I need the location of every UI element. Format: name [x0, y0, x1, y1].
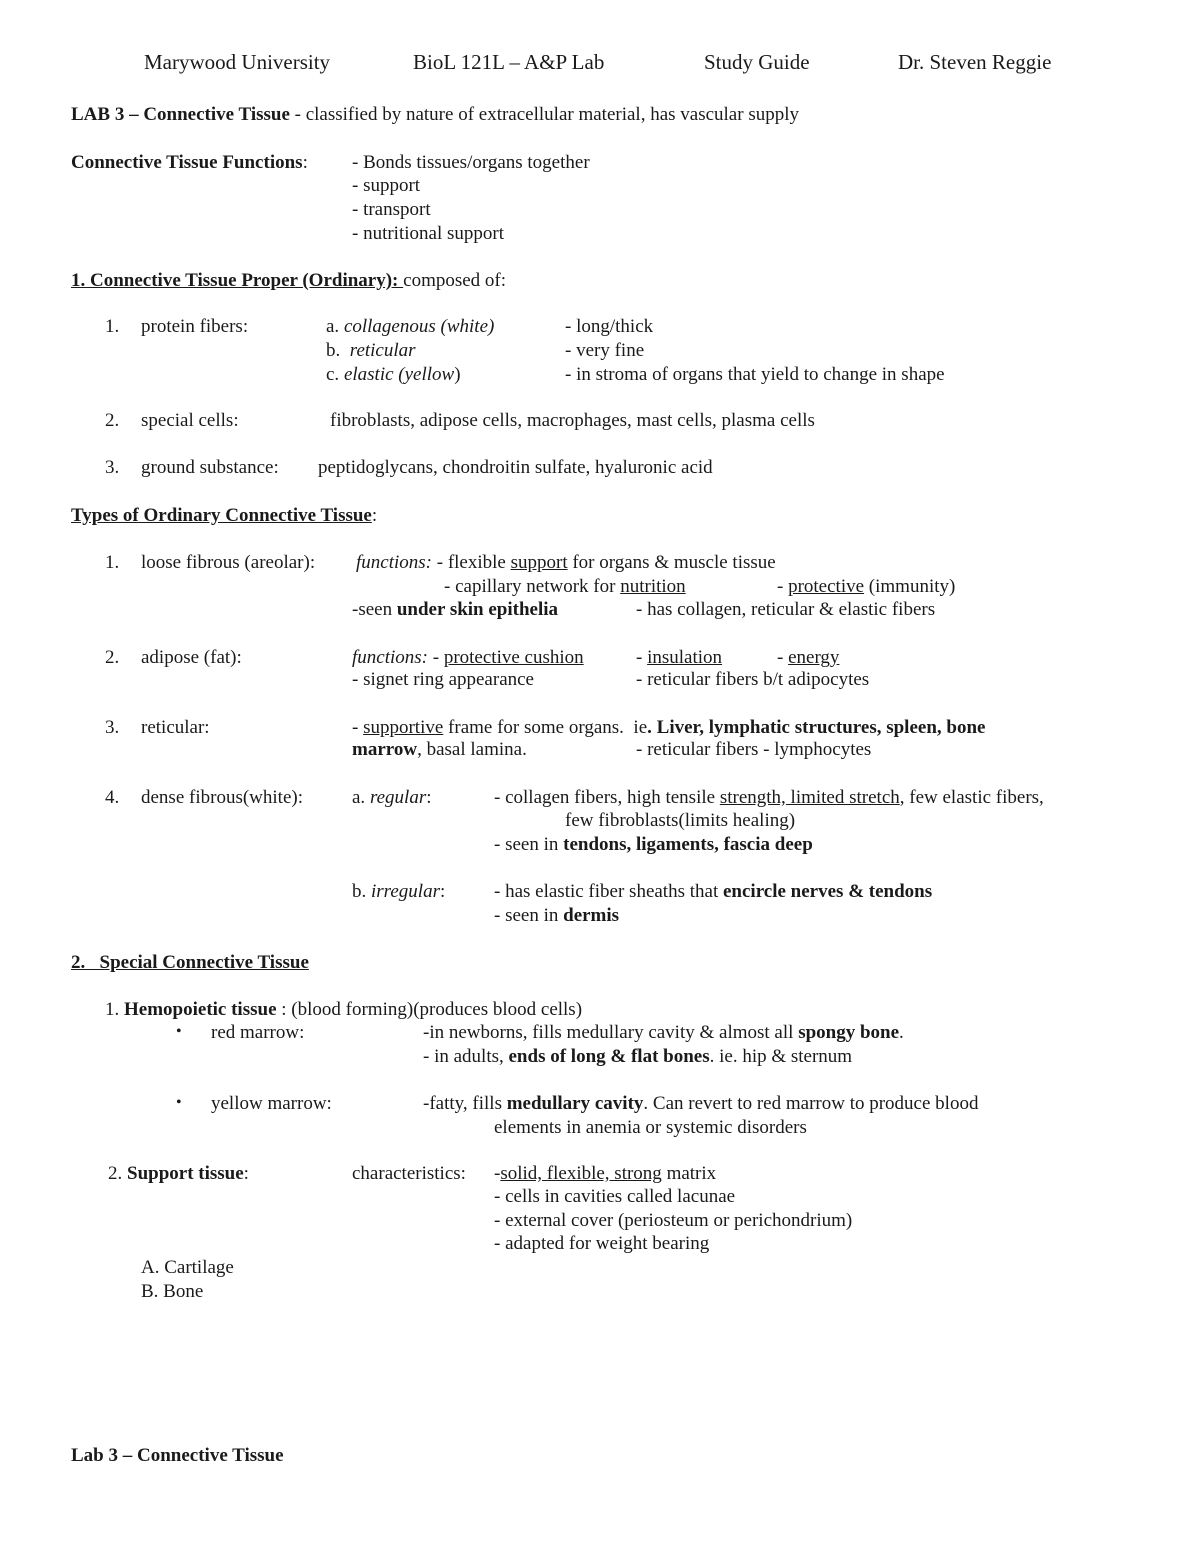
header-doc-type: Study Guide — [704, 50, 810, 74]
fiber-prefix: a. — [326, 316, 344, 337]
list-number: 4. — [105, 787, 120, 808]
text: . ie. hip & sternum — [709, 1046, 853, 1067]
types-colon: : — [371, 505, 378, 526]
ground-substance-label: ground substance: — [141, 457, 279, 478]
header-university: Marywood University — [144, 50, 331, 74]
underlined-text: strength, limited stretch — [719, 787, 900, 808]
text: : — [243, 1163, 249, 1184]
support-char-line3: - external cover (periosteum or perichondrium) — [494, 1210, 853, 1231]
text: matrix — [661, 1163, 717, 1184]
dense-regular-line1 — [494, 787, 1044, 809]
text: - — [428, 647, 444, 668]
adipose-label: adipose (fat): — [141, 647, 242, 668]
underlined-text: protective cushion — [443, 647, 584, 668]
red-marrow-line1 — [423, 1022, 904, 1044]
text: -fatty, fills — [423, 1093, 507, 1114]
text: (immunity) — [864, 576, 956, 597]
loose-label: loose fibrous (areolar): — [141, 552, 316, 573]
protein-fibers-label: protein fibers: — [141, 316, 249, 337]
special-cells-text: fibroblasts, adipose cells, macrophages, mast cells, plasma cells — [330, 410, 815, 431]
loose-fibers: - has collagen, reticular & elastic fibers — [636, 599, 936, 620]
fiber-prefix: b. — [326, 340, 350, 361]
proper-heading — [71, 270, 506, 292]
functions-item: - nutritional support — [352, 223, 504, 244]
lab-title-label: LAB 3 – Connective Tissue — [71, 104, 290, 125]
text: : — [426, 787, 432, 808]
underlined-text: nutrition — [620, 576, 686, 597]
bold-text: tendons, ligaments, fascia deep — [563, 834, 813, 855]
bold-text: marrow — [352, 739, 418, 760]
text: : (blood forming)(produces blood cells) — [276, 999, 583, 1020]
bold-text: . Liver, lymphatic structures, spleen, bone — [647, 717, 986, 738]
fiber-name: elastic (yellow — [343, 364, 455, 385]
adipose-signet: - signet ring appearance — [352, 669, 534, 690]
functions-label: functions: — [352, 647, 428, 668]
list-number: 2. — [105, 410, 120, 431]
support-bone: B. Bone — [141, 1281, 204, 1302]
text: - — [636, 647, 648, 668]
loose-functions — [356, 552, 776, 574]
list-number: 1. — [105, 316, 120, 337]
fiber-suffix: ) — [454, 364, 461, 385]
functions-item: - support — [352, 175, 421, 196]
text: - capillary network for — [444, 576, 621, 597]
yellow-marrow-line2: elements in anemia or systemic disorders — [494, 1117, 807, 1138]
fiber-name: collagenous (white) — [343, 316, 495, 337]
functions-label: functions: — [356, 552, 432, 573]
red-marrow-line2 — [423, 1046, 852, 1068]
text: - in adults, — [423, 1046, 509, 1067]
list-number: 2. — [108, 1163, 127, 1184]
fiber-elastic — [326, 364, 461, 386]
bold-text: dermis — [563, 905, 620, 926]
fiber-name: reticular — [349, 340, 416, 361]
fiber-desc: - very fine — [565, 340, 645, 361]
bullet-icon: • — [176, 1023, 182, 1040]
reticular-line2 — [352, 739, 527, 761]
text: . — [899, 1022, 904, 1043]
list-number: 3. — [105, 717, 120, 738]
bold-text: Support tissue — [127, 1163, 244, 1184]
bold-text: under skin epithelia — [396, 599, 559, 620]
dense-regular-line2: few fibroblasts(limits healing) — [565, 810, 796, 831]
support-char-line4: - adapted for weight bearing — [494, 1233, 710, 1254]
text: , basal lamina. — [417, 739, 527, 760]
functions-heading — [71, 152, 308, 174]
proper-composed: composed of: — [403, 270, 507, 291]
functions-label: Connective Tissue Functions — [71, 152, 303, 173]
list-number: 2. — [105, 647, 120, 668]
dense-irregular-line1 — [494, 881, 932, 903]
text: , few elastic fibers, — [899, 787, 1044, 808]
italic-text: irregular — [371, 881, 440, 902]
fiber-prefix: c. — [326, 364, 344, 385]
functions-item: - transport — [352, 199, 431, 220]
list-number: 1. — [105, 552, 120, 573]
support-char-line1 — [494, 1163, 716, 1185]
text: - — [352, 717, 364, 738]
underlined-text: insulation — [647, 647, 723, 668]
text: - — [777, 576, 789, 597]
underlined-text: supportive — [363, 717, 444, 738]
bold-text: encircle nerves & tendons — [722, 881, 933, 902]
list-number: 3. — [105, 457, 120, 478]
dense-irregular-line2 — [494, 905, 619, 927]
support-cartilage: A. Cartilage — [141, 1257, 234, 1278]
text: a. — [352, 787, 370, 808]
bullet-icon: • — [176, 1094, 182, 1111]
header-instructor: Dr. Steven Reggie — [898, 50, 1052, 74]
text: -seen — [352, 599, 397, 620]
text: - has elastic fiber sheaths that — [494, 881, 723, 902]
loose-seen — [352, 599, 558, 621]
dense-regular-label — [352, 787, 432, 809]
text: : — [439, 881, 446, 902]
italic-text: regular — [369, 787, 427, 808]
support-heading — [108, 1163, 249, 1185]
reticular-label: reticular: — [141, 717, 210, 738]
support-characteristics-label: characteristics: — [352, 1163, 466, 1184]
fiber-desc: - in stroma of organs that yield to change in shape — [565, 364, 945, 385]
fiber-collagenous — [326, 316, 494, 338]
text: for organs & muscle tissue — [567, 552, 776, 573]
red-marrow-label: red marrow: — [211, 1022, 305, 1043]
text: - flexible — [432, 552, 511, 573]
adipose-insulation — [636, 647, 722, 669]
text: frame for some organs. ie — [443, 717, 648, 738]
lab-title — [71, 104, 799, 126]
underlined-text: protective — [788, 576, 865, 597]
ground-substance-text: peptidoglycans, chondroitin sulfate, hyaluronic acid — [318, 457, 713, 478]
list-number: 1. — [105, 999, 124, 1020]
footer-label: Lab 3 – Connective Tissue — [71, 1445, 284, 1466]
fiber-reticular — [326, 340, 416, 362]
bold-text: Hemopoietic tissue — [124, 999, 277, 1020]
loose-nutrition — [444, 576, 686, 598]
bold-text: medullary cavity — [506, 1093, 644, 1114]
adipose-fibers: - reticular fibers b/t adipocytes — [636, 669, 870, 690]
special-heading: 2. Special Connective Tissue — [71, 952, 309, 973]
bold-text: spongy bone — [798, 1022, 900, 1043]
adipose-functions — [352, 647, 584, 669]
dense-regular-line3 — [494, 834, 813, 856]
dense-label: dense fibrous(white): — [141, 787, 303, 808]
fiber-desc: - long/thick — [565, 316, 654, 337]
underlined-text: support — [510, 552, 568, 573]
text: -in newborns, fills medullary cavity & almost all — [423, 1022, 799, 1043]
types-heading — [71, 505, 377, 527]
types-heading-label: Types of Ordinary Connective Tissue — [71, 505, 372, 526]
reticular-line1 — [352, 717, 985, 739]
hemopoietic-heading — [105, 999, 582, 1021]
support-char-line2: - cells in cavities called lacunae — [494, 1186, 736, 1207]
dense-irregular-label — [352, 881, 445, 903]
text: - — [494, 1163, 501, 1184]
yellow-marrow-line1 — [423, 1093, 978, 1115]
special-cells-label: special cells: — [141, 410, 239, 431]
reticular-line3: - reticular fibers - lymphocytes — [636, 739, 872, 760]
proper-heading-label: 1. Connective Tissue Proper (Ordinary): — [71, 270, 404, 291]
text: - collagen fibers, high tensile — [494, 787, 720, 808]
underlined-text: solid, flexible, strong — [500, 1163, 662, 1184]
text: - — [777, 647, 789, 668]
lab-title-desc: - classified by nature of extracellular material, has vascular supply — [289, 104, 799, 125]
text: . Can revert to red marrow to produce blood — [643, 1093, 979, 1114]
functions-item: - Bonds tissues/organs together — [352, 152, 590, 173]
functions-colon: : — [302, 152, 308, 173]
loose-protective — [777, 576, 955, 598]
text: b. — [352, 881, 371, 902]
underlined-text: energy — [788, 647, 840, 668]
yellow-marrow-label: yellow marrow: — [211, 1093, 332, 1114]
text: - seen in — [494, 905, 564, 926]
text: - seen in — [494, 834, 564, 855]
bold-text: ends of long & flat bones — [508, 1046, 710, 1067]
adipose-energy — [777, 647, 839, 669]
header-course: BioL 121L – A&P Lab — [413, 50, 605, 74]
